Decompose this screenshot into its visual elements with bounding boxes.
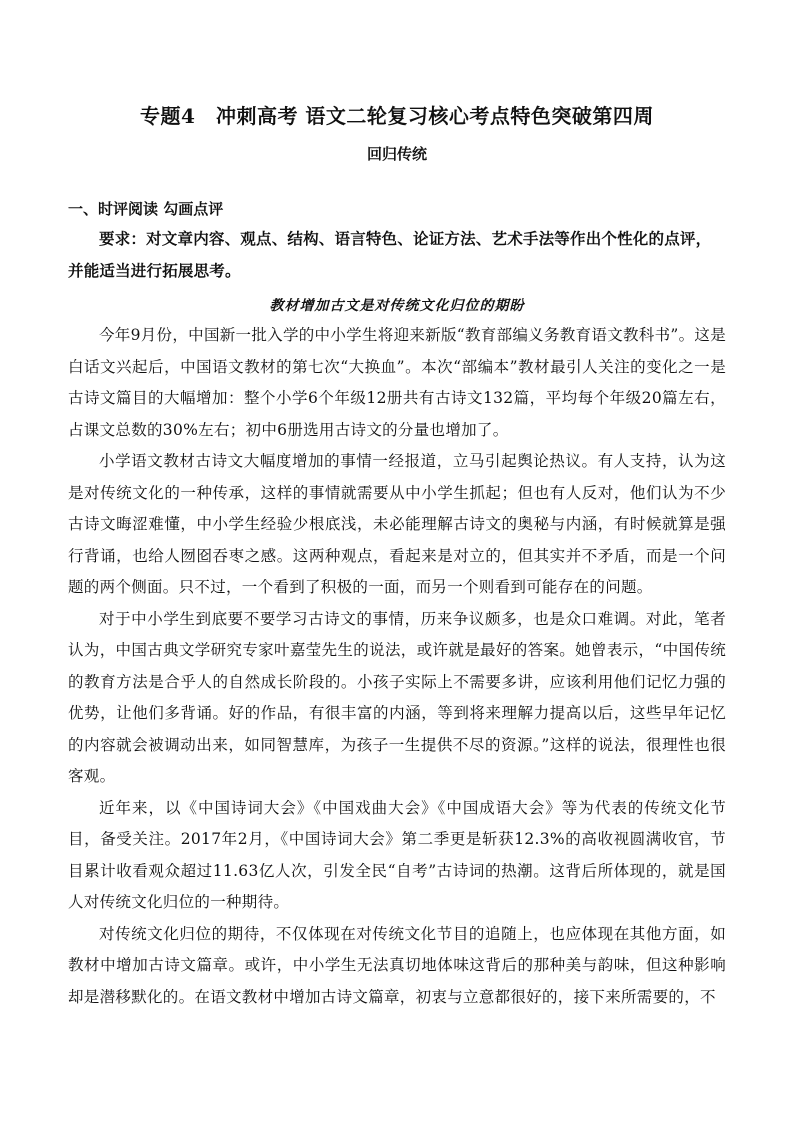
article-paragraph-3: 对于中小学生到底要不要学习古诗文的事情，历来争议颇多，也是众口难调。对此，笔者认为，中国古典文学研究专家叶嘉莹先生的说法，或许就是最好的答案。她曾表示，“中国传统的教育方法是合乎人的自然成长阶段的。小孩子实际上不需要多讲，应该利用他们记忆力强的优势，让他们多背诵。好的作品，有很丰富的内涵，等到将来理解力提高以后，这些早年记忆的内容就会被调动出来，如同智慧库，为孩子一生提供不尽的资源。”这样的说法，很理性也很客观。	[68, 609, 726, 785]
section-requirement: 要求：对文章内容、观点、结构、语言特色、论证方法、艺术手法等作出个性化的点评，并能适当进行拓展思考。	[68, 229, 712, 280]
document-subtitle: 回归传统	[366, 145, 427, 163]
document-title: 专题4 冲刺高考 语文二轮复习核心考点特色突破第四周	[140, 104, 654, 128]
article-paragraph-1: 今年9月份，中国新一批入学的中小学生将迎来新版“教育部编义务教育语文教科书”。这是白话文兴起后，中国语文教材的第七次“大换血”。本次“部编本”教材最引人关注的变化之一是古诗文篇目的大幅增加：整个小学6个年级12册共有古诗文132篇，平均每个年级20篇左右，占课文总数的30%左右；初中6册选用古诗文的分量也增加了。	[68, 326, 727, 439]
article-paragraph-5: 对传统文化归位的期待，不仅体现在对传统文化节目的追随上，也应体现在其他方面，如教材中增加古诗文篇章。或许，中小学生无法真切地体味这背后的那种美与韵味，但这种影响却是潜移默化的。在语文教材中增加古诗文篇章，初衷与立意都很好的，接下来所需要的，不	[68, 924, 726, 1006]
section-heading: 一、时评阅读 勾画点评	[68, 200, 224, 218]
article-paragraph-2: 小学语文教材古诗文大幅度增加的事情一经报道，立马引起舆论热议。有人支持，认为这是对传统文化的一种传承，这样的事情就需要从中小学生抓起；但也有人反对，他们认为不少古诗文晦涩难懂，中小学生经验少根底浅，未必能理解古诗文的奥秘与内涵，有时候就算是强行背诵，也给人囫囵吞枣之感。这两种观点，看起来是对立的，但其实并不矛盾，而是一个问题的两个侧面。只不过，一个看到了积极的一面，而另一个则看到可能存在的问题。	[68, 452, 726, 596]
article-title: 教材增加古文是对传统文化归位的期盼	[269, 298, 525, 314]
article-paragraph-4: 近年来，以《中国诗词大会》《中国戏曲大会》《中国成语大会》等为代表的传统文化节目，备受关注。2017年2月，《中国诗词大会》第二季更是斩获12.3%的高收视圆满收官，节目累计收看观众超过11.63亿人次，引发全民“自考”古诗词的热潮。这背后所体现的，就是国人对传统文化归位的一种期待。	[68, 798, 726, 911]
